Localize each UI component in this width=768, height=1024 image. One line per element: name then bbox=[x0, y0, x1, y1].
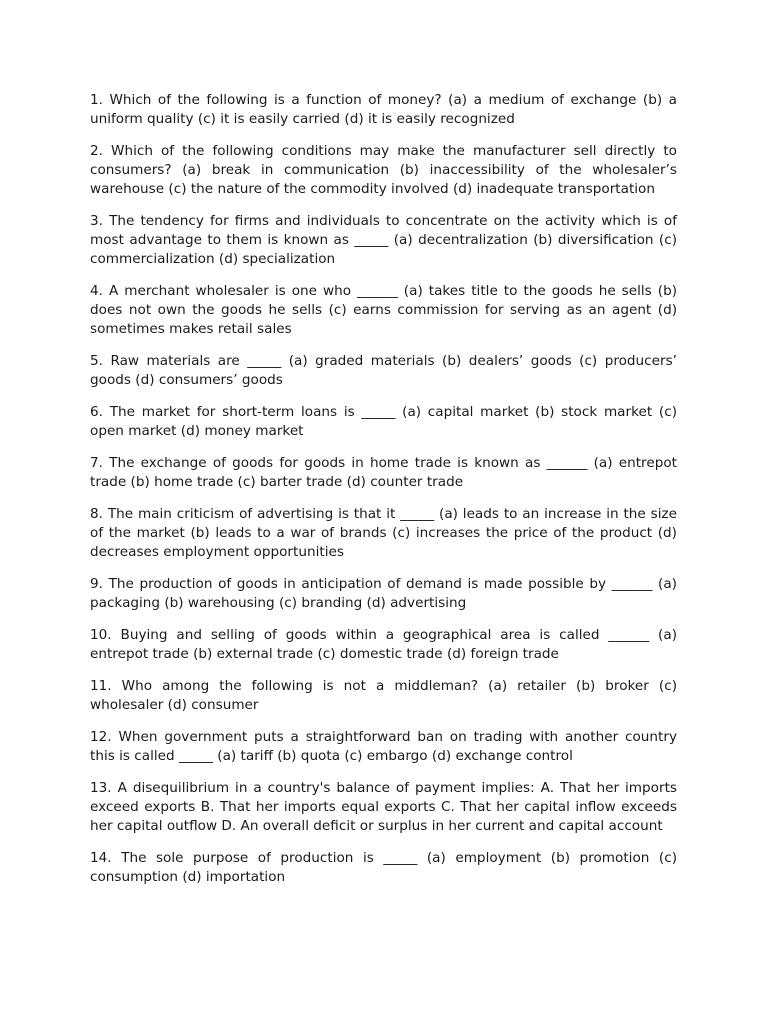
question-2: 2. Which of the following conditions may make the manufacturer sell directly to consumers? (a) break in communication (b) inaccessibility of the wholesaler’s warehouse (c) the nature of the commodity involved (d) inadequate transportation bbox=[90, 143, 677, 197]
question-9: 9. The production of goods in anticipation of demand is made possible by ______ (a) packaging (b) warehousing (c) branding (d) advertising bbox=[90, 576, 677, 611]
question-11: 11. Who among the following is not a middleman? (a) retailer (b) broker (c) wholesaler (d) consumer bbox=[90, 678, 677, 713]
question-10: 10. Buying and selling of goods within a geographical area is called ______ (a) entrepot trade (b) external trade (c) domestic trade (d) foreign trade bbox=[90, 627, 677, 662]
question-6: 6. The market for short-term loans is _____ (a) capital market (b) stock market (c) open market (d) money market bbox=[90, 404, 677, 439]
question-8: 8. The main criticism of advertising is that it _____ (a) leads to an increase in the size of the market (b) leads to a war of brands (c) increases the price of the product (d) decreases employment opportunities bbox=[90, 506, 677, 560]
question-4: 4. A merchant wholesaler is one who ______ (a) takes title to the goods he sells (b) does not own the goods he sells (c) earns commission for serving as an agent (d) sometimes makes retail sales bbox=[90, 283, 677, 337]
question-3: 3. The tendency for firms and individuals to concentrate on the activity which is of most advantage to them is known as _____ (a) decentralization (b) diversification (c) commercialization (d) specialization bbox=[90, 213, 677, 267]
question-5: 5. Raw materials are _____ (a) graded materials (b) dealers’ goods (c) producers’ goods (d) consumers’ goods bbox=[90, 353, 677, 388]
question-12: 12. When government puts a straightforward ban on trading with another country this is called _____ (a) tariff (b) quota (c) embargo (d) exchange control bbox=[90, 729, 677, 764]
question-1: 1. Which of the following is a function of money? (a) a medium of exchange (b) a uniform quality (c) it is easily carried (d) it is easily recognized bbox=[90, 92, 677, 127]
question-list bbox=[90, 91, 677, 900]
question-7: 7. The exchange of goods for goods in home trade is known as ______ (a) entrepot trade (b) home trade (c) barter trade (d) counter trade bbox=[90, 455, 677, 490]
question-13: 13. A disequilibrium in a country's balance of payment implies: A. That her imports exceed exports B. That her imports equal exports C. That her capital inflow exceeds her capital outflow D. An overall deficit or surplus in her current and capital account bbox=[90, 780, 677, 834]
question-14: 14. The sole purpose of production is _____ (a) employment (b) promotion (c) consumption (d) importation bbox=[90, 850, 677, 885]
